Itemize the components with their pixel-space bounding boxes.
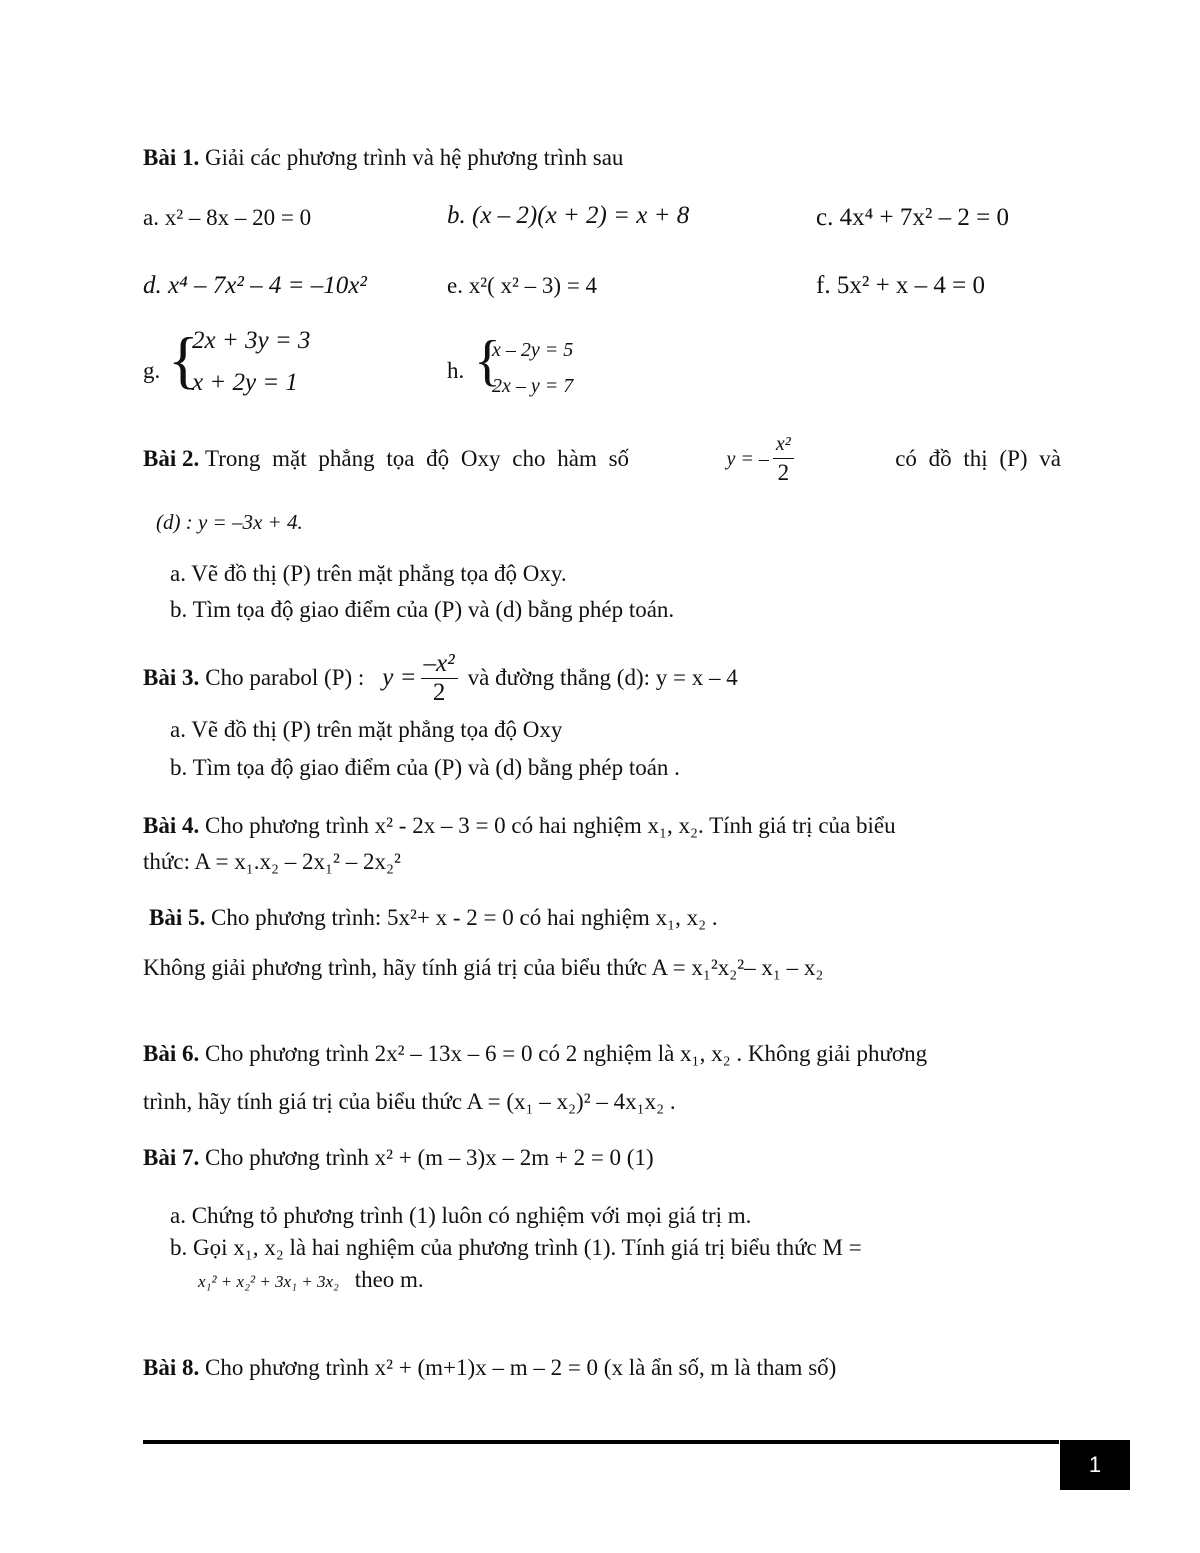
bai3-b: b. Tìm tọa độ giao điểm của (P) và (d) bằng phép toán . bbox=[170, 755, 680, 780]
bai3-title bbox=[143, 636, 738, 720]
bai5-text1: Cho phương trình: 5x²+ x - 2 = 0 có hai nghiệm x₁, x₂ . bbox=[210, 905, 718, 930]
bai7-b2-expr: x₁² + x₂² + 3x₁ + 3x₂ bbox=[198, 1272, 339, 1291]
bai2-fraction bbox=[773, 430, 794, 487]
bai2-func-num: x² bbox=[773, 430, 794, 459]
bai7-b2-text: theo m. bbox=[354, 1267, 424, 1292]
bai2-line-d: (d) : y = –3x + 4. bbox=[156, 510, 303, 534]
bai2-a: a. Vẽ đồ thị (P) trên mặt phẳng tọa độ Oxy. bbox=[170, 561, 567, 586]
bai3-func-den: 2 bbox=[432, 678, 446, 706]
bai4-text1: Cho phương trình x² - 2x – 3 = 0 có hai nghiệm x₁, x₂. Tính giá trị của biểu bbox=[204, 813, 896, 838]
bai6-heading: Bài 6. bbox=[143, 1041, 200, 1066]
bai1-h-eq2: 2x – y = 7 bbox=[492, 375, 574, 397]
bai5-line1 bbox=[149, 904, 718, 932]
bai3-func-num: –x² bbox=[421, 650, 458, 679]
bai1-b: b. (x – 2)(x + 2) = x + 8 bbox=[447, 202, 690, 229]
bai1-g-label: g. bbox=[143, 358, 161, 383]
bai1-heading: Bài 1. bbox=[143, 145, 200, 170]
bai2-b: b. Tìm tọa độ giao điểm của (P) và (d) bằng phép toán. bbox=[170, 597, 675, 622]
bai1-g-eq2: x + 2y = 1 bbox=[192, 369, 298, 396]
bai2-text-before: Trong mặt phẳng tọa độ Oxy cho hàm số bbox=[204, 445, 630, 471]
bai6-text1: Cho phương trình 2x² – 13x – 6 = 0 có 2 nghiệm là x₁, x₂ . Không giải phương bbox=[204, 1041, 928, 1066]
bai1-d: d. x⁴ – 7x² – 4 = –10x² bbox=[143, 272, 367, 299]
bai1-h-label: h. bbox=[447, 358, 465, 383]
bai1-g-eq1: 2x + 3y = 3 bbox=[192, 327, 311, 354]
bai1-text: Giải các phương trình và hệ phương trình sau bbox=[204, 145, 624, 170]
bai1-h-eq1: x – 2y = 5 bbox=[492, 339, 574, 361]
bai5-heading: Bài 5. bbox=[149, 905, 206, 930]
footer-rule bbox=[143, 1440, 1059, 1444]
bai8-heading: Bài 8. bbox=[143, 1355, 200, 1380]
bai1-title bbox=[143, 144, 623, 172]
system-brace-icon: { bbox=[168, 324, 199, 395]
bai6-line2: trình, hãy tính giá trị của biểu thức A = (x₁ – x₂)² – 4x₁x₂ . bbox=[143, 1089, 676, 1114]
bai7-text1: Cho phương trình x² + (m – 3)x – 2m + 2 = 0 (1) bbox=[204, 1145, 654, 1170]
bai1-c: c. 4x⁴ + 7x² – 2 = 0 bbox=[816, 204, 1010, 231]
bai8-line1 bbox=[143, 1354, 836, 1382]
bai2-text-after: có đồ thị (P) và bbox=[895, 445, 1061, 471]
bai7-line1 bbox=[143, 1144, 654, 1172]
bai2-heading: Bài 2. bbox=[143, 445, 200, 471]
bai1-e: e. x²( x² – 3) = 4 bbox=[447, 273, 598, 298]
bai3-text-before: Cho parabol (P) : bbox=[205, 665, 365, 690]
bai1-f: f. 5x² + x – 4 = 0 bbox=[816, 272, 986, 299]
bai7-b1: b. Gọi x₁, x₂ là hai nghiệm của phương trình (1). Tính giá trị biểu thức M = bbox=[170, 1235, 862, 1260]
system-brace-icon: { bbox=[474, 330, 501, 392]
bai2-title bbox=[143, 430, 1061, 487]
bai3-fraction bbox=[421, 650, 458, 707]
bai7-a: a. Chứng tỏ phương trình (1) luôn có nghiệm với mọi giá trị m. bbox=[170, 1203, 752, 1228]
bai4-line1 bbox=[143, 812, 896, 840]
bai8-text1: Cho phương trình x² + (m+1)x – m – 2 = 0 (x là ẩn số, m là tham số) bbox=[204, 1355, 837, 1380]
bai4-line2: thức: A = x₁.x₂ – 2x₁² – 2x₂² bbox=[143, 849, 401, 874]
bai4-heading: Bài 4. bbox=[143, 813, 200, 838]
bai2-func-lhs: y = – bbox=[726, 447, 769, 470]
page-number: 1 bbox=[1060, 1440, 1130, 1490]
bai3-a: a. Vẽ đồ thị (P) trên mặt phẳng tọa độ Oxy bbox=[170, 717, 563, 742]
bai3-heading: Bài 3. bbox=[143, 665, 200, 690]
bai7-b2 bbox=[198, 1266, 424, 1296]
bai7-heading: Bài 7. bbox=[143, 1145, 200, 1170]
bai3-text-after: và đường thẳng (d): y = x – 4 bbox=[467, 665, 738, 690]
bai2-func-den: 2 bbox=[777, 460, 790, 485]
bai6-line1 bbox=[143, 1040, 927, 1068]
bai5-line2: Không giải phương trình, hãy tính giá trị của biểu thức A = x₁²x₂²– x₁ – x₂ bbox=[143, 955, 824, 980]
bai3-func-lhs: y = bbox=[382, 664, 417, 691]
bai1-a: a. x² – 8x – 20 = 0 bbox=[143, 205, 312, 230]
